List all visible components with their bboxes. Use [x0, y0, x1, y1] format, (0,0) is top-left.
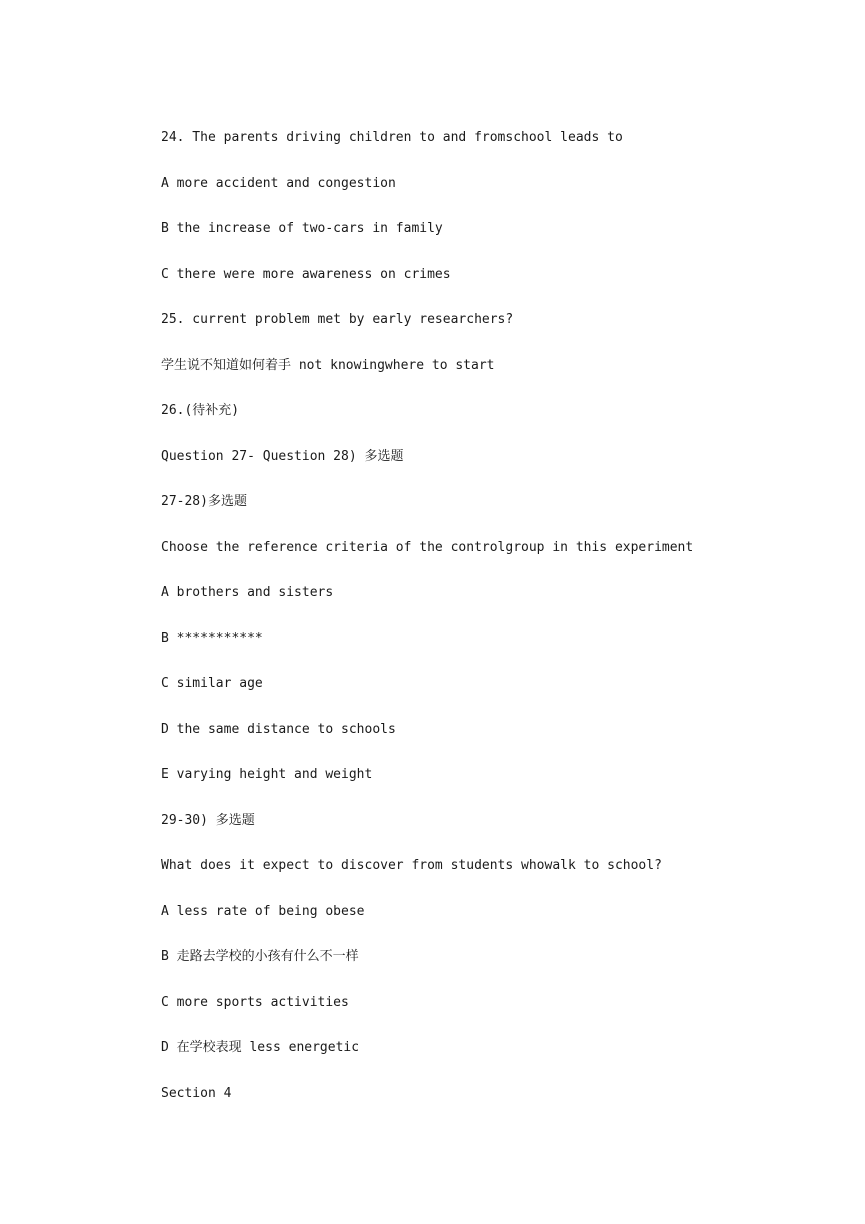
question-24-text: 24. The parents driving children to and fromschool leads to — [161, 130, 623, 145]
option-24-c: C there were more awareness on crimes — [161, 266, 451, 282]
section-4-heading: Section 4 — [161, 1085, 232, 1101]
option-27-a: A brothers and sisters — [161, 585, 334, 600]
option-29-a: A less rate of being obese — [161, 903, 365, 919]
section-heading-27-28: Question 27- Question 28) 多选题 — [161, 448, 404, 464]
option-27-e: E varying height and weight — [161, 767, 373, 782]
option-27-c: C similar age — [161, 676, 263, 691]
question-27-28-label: 27-28)多选题 — [161, 494, 247, 509]
question-29-30-label: 29-30) 多选题 — [161, 812, 255, 828]
document-body — [161, 128, 801, 1129]
answer-25: 学生说不知道如何着手 not knowingwhere to start — [161, 357, 495, 373]
question-27-28-text: Choose the reference criteria of the controlgroup in this experiment — [161, 539, 694, 555]
option-29-d: D 在学校表现 less energetic — [161, 1040, 360, 1055]
option-29-b: B 走路去学校的小孩有什么不一样 — [161, 949, 359, 964]
question-25-text: 25. current problem met by early researchers? — [161, 312, 514, 327]
option-27-d: D the same distance to schools — [161, 721, 396, 737]
question-29-30-text: What does it expect to discover from students whowalk to school? — [161, 858, 662, 873]
option-24-b: B the increase of two-cars in family — [161, 221, 443, 236]
option-29-c: C more sports activities — [161, 994, 349, 1010]
option-27-b: B *********** — [161, 630, 263, 646]
option-24-a: A more accident and congestion — [161, 175, 396, 191]
question-26-text: 26.(待补充) — [161, 403, 240, 418]
